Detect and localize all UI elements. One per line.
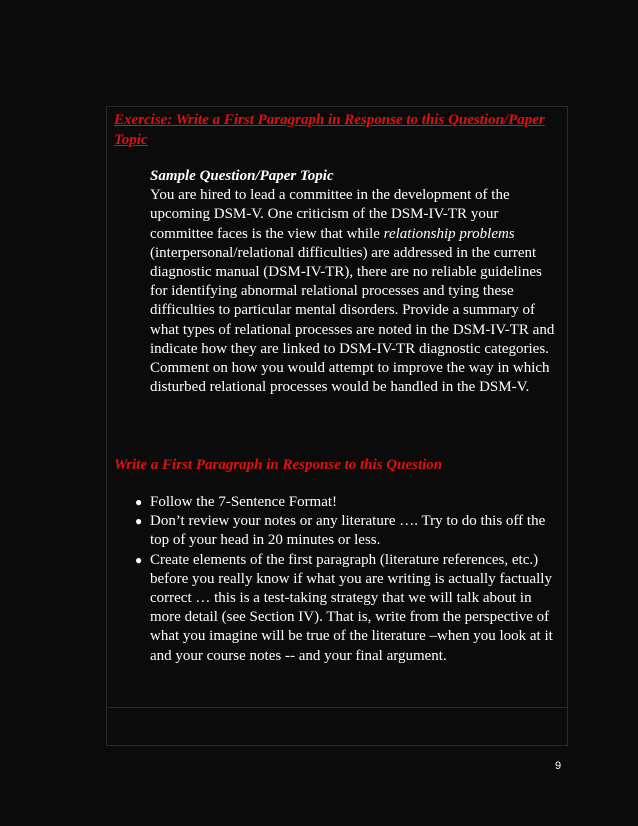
list-item: [132, 512, 562, 550]
sample-body-text-2: (interpersonal/relational difficulties) are addressed in the current diagnostic manual (DSM-IV-TR), there are no reliable guidelines for identifying abnormal relational processes and tying these difficulties to particular mental disorders. Provide a summary of what types of relational processes are noted in the DSM-IV-TR and indicate how they are linked to DSM-IV-TR diagnostic categories. Comment on how you would attempt to improve the way in which disturbed relational processes would be handled in the DSM-V.: [150, 244, 555, 396]
exercise-box: [106, 106, 568, 746]
sample-body-text-1: You are hired to lead a committee in the development of the upcoming DSM-V. One criticism of the DSM-IV-TR your committee faces is the view that while: [150, 187, 510, 242]
list-item-text: Create elements of the first paragraph (literature references, etc.) before you really know if what you are writing is actually factually correct … this is a test-taking strategy that we will talk about in more detail (see Section IV). That is, write from the perspective of what you imagine will be true of the literature –when you look at it and your course notes -- and your final argument.: [150, 551, 553, 664]
list-item-text: Don’t review your notes or any literature …. Try to do this off the top of your head in 20 minutes or less.: [150, 513, 546, 549]
bullet-icon: ●: [135, 552, 143, 567]
list-item-text: Follow the 7-Sentence Format!: [150, 494, 338, 510]
sample-question-block: [150, 167, 562, 397]
page-number: 9: [555, 760, 562, 772]
list-item: [132, 551, 562, 666]
table-row-divider: [107, 707, 567, 708]
bullet-icon: ●: [135, 495, 143, 509]
exercise-title: Exercise: Write a First Paragraph in Response to this Question/Paper Topic: [114, 112, 545, 148]
write-paragraph-heading: Write a First Paragraph in Response to this Question: [114, 457, 443, 473]
sample-question-body: [150, 186, 562, 397]
bullet-icon: ●: [135, 514, 143, 529]
list-item: [132, 493, 562, 512]
instruction-list: [132, 493, 562, 666]
sample-body-emphasis: relationship problems: [383, 225, 515, 242]
sample-question-title: Sample Question/Paper Topic: [150, 168, 334, 184]
